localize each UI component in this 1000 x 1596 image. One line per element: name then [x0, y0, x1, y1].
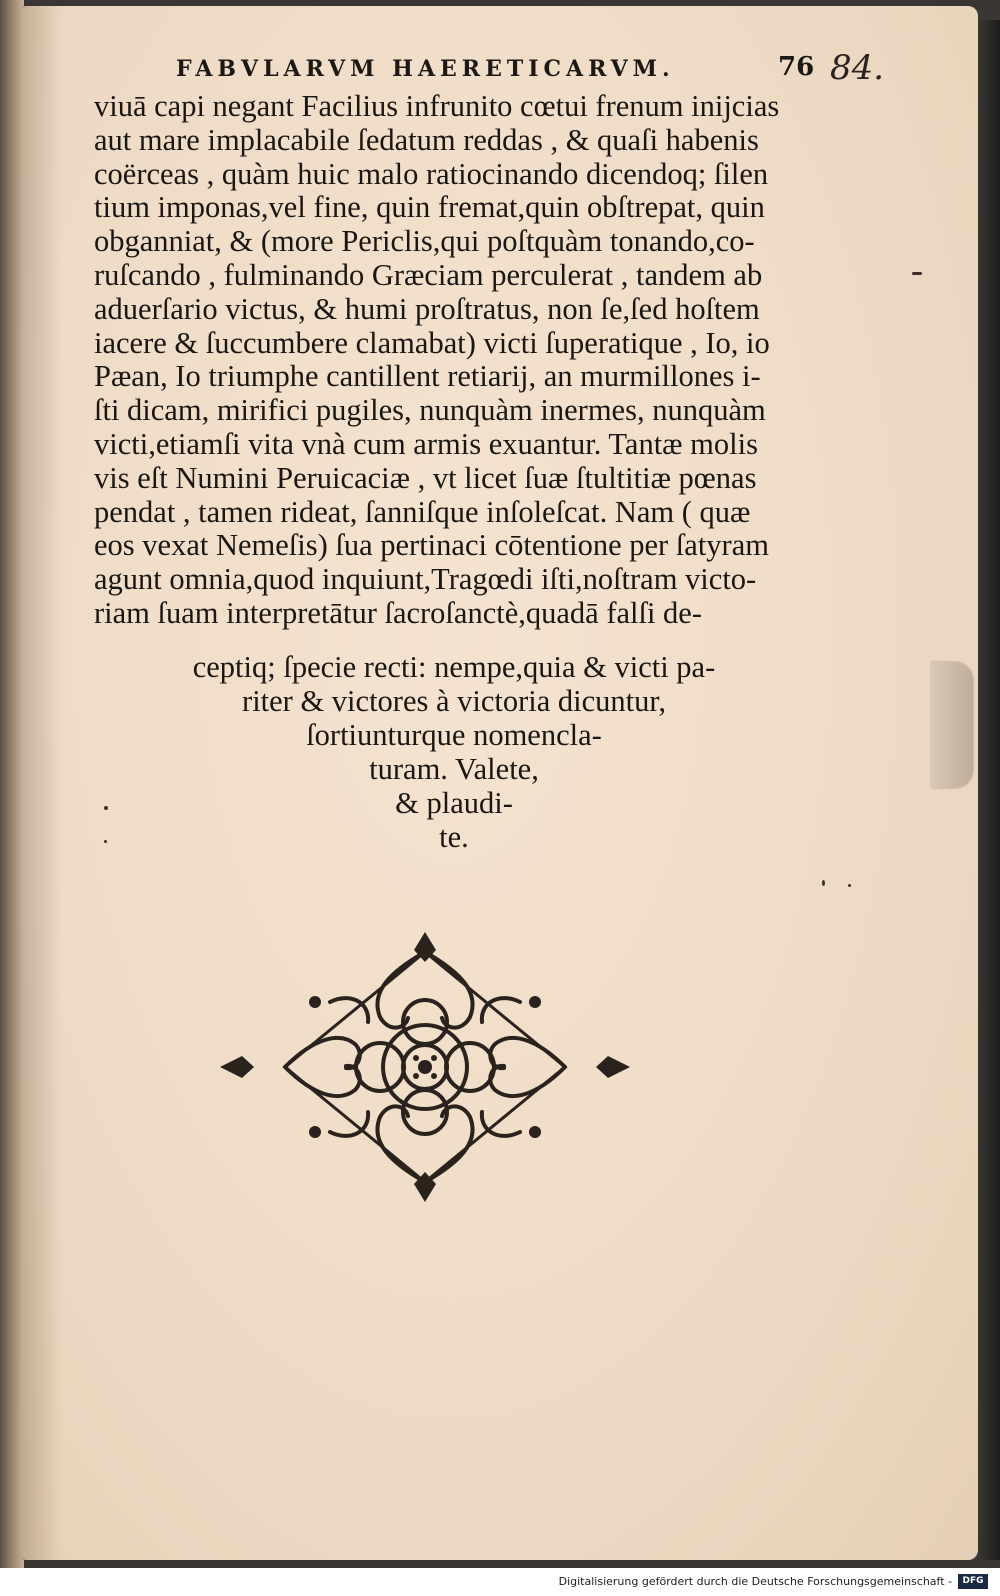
body-text-line: eos vexat Nemeſis) ſua pertinaci cōtentione per ſatyram: [94, 528, 769, 563]
dfg-logo: DFG: [958, 1574, 988, 1589]
body-text-line: obganniat, & (more Periclis,qui poſtquàm tonando,co-: [94, 224, 755, 259]
body-text-line: victi,etiamſi vita vnà cum armis exuantur. Tantæ molis: [94, 426, 758, 461]
ink-speck: [104, 806, 108, 810]
body-text-line: iacere & ſuccumbere clamabat) victi ſuperatique , Io, io: [94, 325, 770, 360]
tail-piece-line: riter & victores à victoria dicuntur,: [242, 684, 666, 718]
body-text-line: Pæan, Io triumphe cantillent retiarij, an murmillones i-: [94, 359, 761, 394]
ink-speck: [912, 272, 922, 275]
body-text-line: aduerſario victus, & humi proſtratus, non ſe,ſed hoſtem: [94, 291, 760, 326]
body-text-line: vis eſt Numini Peruicaciæ , vt licet ſuæ ſtultitiæ pœnas: [94, 460, 757, 495]
tail-piece-line: te.: [439, 820, 469, 854]
tail-piece-line: turam. Valete,: [369, 752, 539, 786]
body-text-line: agunt omnia,quod inquiunt,Tragœdi iſti,noſtram victo-: [94, 562, 757, 597]
bookmark-tab: [930, 662, 972, 788]
tail-piece-line: ſortiunturque nomencla-: [306, 718, 602, 752]
tail-piece-text: [94, 650, 814, 854]
ink-speck: [104, 840, 107, 843]
ink-speck: [822, 880, 825, 886]
fleuron-ornament-icon: [220, 932, 630, 1202]
body-text-line: riam ſuam interpretātur ſacroſanctè,quadā falſi de-: [94, 595, 703, 630]
body-text-line: aut mare implacabile ſedatum reddas , & quaſi habenis: [94, 122, 759, 157]
previous-page-edge: [0, 0, 24, 1568]
body-text-line: viuā capi negant Facilius infrunito cœtui frenum inijcias: [94, 89, 780, 123]
ink-speck: [848, 884, 851, 887]
tail-piece-line: ceptiq; ſpecie recti: nempe,quia & victi pa-: [192, 650, 716, 684]
running-head: FABVLARVM HAERETICARVM.: [176, 56, 675, 82]
printed-folio-number: 76: [778, 52, 815, 82]
footer-bar: [0, 1568, 1000, 1596]
footer-credit: Digitalisierung gefördert durch die Deutsche Forschungsgemeinschaft -: [558, 1575, 952, 1588]
body-text: [94, 90, 814, 631]
body-text-line: tium imponas,vel fine, quin fremat,quin obſtrepat, quin: [94, 190, 765, 225]
body-text-line: coërceas , quàm huic malo ratiocinando dicendoq; ſilen: [94, 156, 769, 191]
tail-piece-line: & plaudi-: [395, 786, 513, 820]
handwritten-folio-number: 84.: [830, 48, 885, 88]
body-text-line: ſti dicam, mirifici pugiles, nunquàm inermes, nunquàm: [94, 393, 766, 428]
body-text-line: ruſcando , fulminando Græciam perculerat , tandem ab: [94, 257, 763, 292]
gutter-shadow: [22, 6, 62, 1560]
body-text-line: pendat , tamen rideat, ſanniſque inſoleſcat. Nam ( quæ: [94, 494, 751, 529]
